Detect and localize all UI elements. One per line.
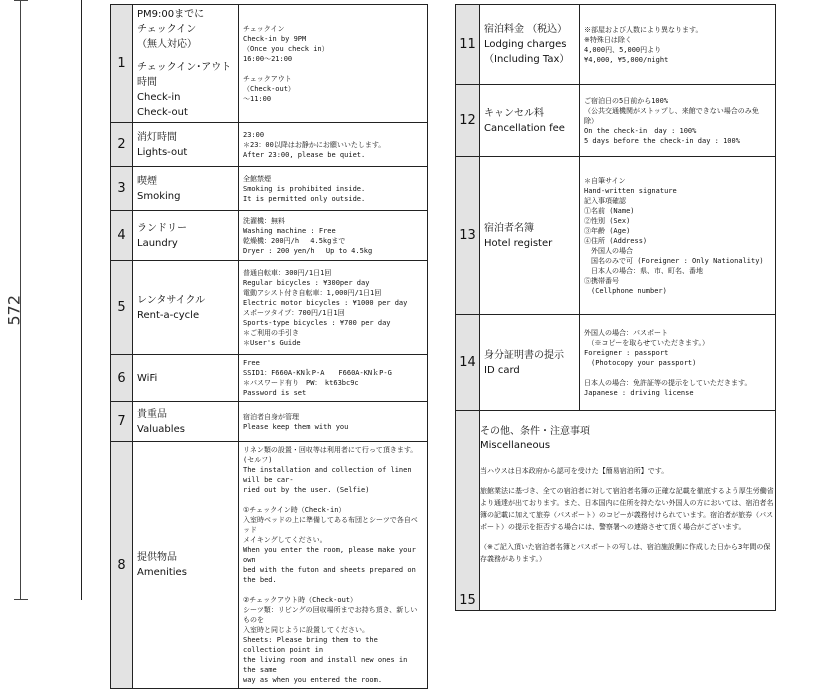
rules-table-right (455, 4, 776, 611)
label-line: ランドリー (137, 222, 187, 234)
row-label (133, 211, 239, 261)
row-label (480, 157, 580, 315)
row-number: 4 (111, 211, 133, 261)
row-number: 6 (111, 355, 133, 402)
row-number: 12 (456, 85, 480, 157)
row-content: Free SSID1：F660A-KNｋP-A F660A-KNｋP-G ＊パスワード有り PW： kt63bc9c Password is set (239, 355, 428, 402)
row-label (133, 402, 239, 442)
label-line: 貴重品 (137, 408, 167, 420)
row-content: 23:00 ＊23：00以降はお静かにお願いいたします。 After 23:00, please be quiet. (239, 123, 428, 167)
label-line: 提供物品 (137, 552, 177, 563)
row-content: 宿泊者自身が管理 Please keep them with you (239, 402, 428, 442)
row-content: 洗濯機：無料 Washing machine : Free 乾燥機：200円/h 4.5kgまで Dryer : 200 yen/h Up to 4.5kg (239, 211, 428, 261)
table-row (456, 5, 776, 85)
row-label (480, 85, 580, 157)
row-content: ※部屋および人数により異なります。 ※特殊日は除く 4,000円、5,000円より ¥4,000, ¥5,000/night (580, 5, 776, 85)
row-label (133, 167, 239, 211)
label-line: Smoking (137, 190, 181, 202)
label-line: 宿泊料金 （税込） (484, 24, 568, 35)
table-row (111, 167, 428, 211)
row-label (480, 5, 580, 85)
row-label (480, 315, 580, 411)
label-line: 喫煙 (137, 175, 157, 187)
label-line: 宿泊者名簿 (484, 222, 534, 234)
label-line: ID card (484, 364, 520, 376)
label-line: Check-out (137, 107, 188, 118)
row-content: チェックイン Check-in by 9PM （Once you check in） 16:00～21:00 チェックアウト （Check-out） ～11:00 (239, 5, 428, 123)
row-label (133, 355, 239, 402)
row-content: ご宿泊日の5日前から100% （公共交通機関がストップし、来館できない場合のみ免除） On the check-in day : 100% 5 days before the check-in day : 100% (580, 85, 776, 157)
table-row (456, 157, 776, 315)
label-line: Amenities (137, 567, 187, 578)
misc-content (480, 411, 776, 611)
label-line: Hotel register (484, 237, 553, 249)
misc-subtitle: Miscellaneous (480, 440, 551, 451)
label-line: チェックイン･アウト時間 (137, 62, 232, 88)
row-number: 3 (111, 167, 133, 211)
rules-table-left (110, 4, 428, 689)
row-number: 13 (456, 157, 480, 315)
label-line: Check-in (137, 92, 181, 103)
table-row (456, 85, 776, 157)
label-line: レンタサイクル (137, 294, 206, 306)
table-row (111, 402, 428, 442)
label-line: Valuables (137, 423, 185, 435)
misc-paragraph: 旅館業法に基づき、全ての宿泊者に対して宿泊者名簿の正確な記載を徹底するよう厚生労働省より通達が出ております。また、日本国内に住所を持たない外国人の方においては、宿泊者名簿の記載に加えて旅券（パスポート）のコピーが義務付けられています。宿泊者が旅券（パスポート）の提示を拒否する場合には、警察署への連絡させて頂く場合がございます。 (480, 487, 774, 531)
table-row (111, 442, 428, 689)
label-line: Rent-a-cycle (137, 309, 200, 321)
row-content: ＊自筆サイン Hand-written signature 記入事項確認 ①名前 (Name) ②性別 (Sex) ③年齢 (Age) ④住所 (Address) 外国人の場合 国名のみで可 (Foreigner : Only Nationality) 日本人の場合：県、市、町名、番地 ⑤携帯番号 (Cellphone number) (580, 157, 776, 315)
row-label (133, 123, 239, 167)
label-line: Lights-out (137, 146, 188, 158)
row-number: 8 (111, 442, 133, 689)
row-number: 14 (456, 315, 480, 411)
row-number: 5 (111, 261, 133, 355)
margin-tick (14, 0, 28, 1)
row-number: 15 (456, 411, 480, 611)
table-row (111, 355, 428, 402)
row-number: 7 (111, 402, 133, 442)
row-content: 全館禁煙 Smoking is prohibited inside. It is permitted only outside. (239, 167, 428, 211)
misc-title: その他、条件・注意事項 (480, 426, 590, 437)
table-row (111, 261, 428, 355)
label-line: 消灯時間 (137, 131, 177, 143)
table-row (111, 5, 428, 123)
row-label (133, 442, 239, 689)
label-line: Laundry (137, 237, 178, 249)
row-number: 1 (111, 5, 133, 123)
table-row (111, 211, 428, 261)
row-content: リネン類の設置・回収等は利用者にて行って頂きます。(セルフ) The installation and collection of linen will be car- ried out by the user. (Selfie) ①チェックイン時（Check-in） 入室時ベッドの上に準備してある布団とシーツで各自ベッド メイキングしてください。 When you enter the room, please make your own bed with the futon and sheets prepared on the bed. ②チェックアウト時（Check-out） シーツ類：リビングの回収場所までお持ち頂き、新しいものを 入室時と同じように設置してください。 Sheets: Please bring them to the collection point in the living room and install new ones in the same way as when you entered the room. (239, 442, 428, 689)
row-number: 2 (111, 123, 133, 167)
table-row (111, 123, 428, 167)
label-line: キャンセル料 (484, 107, 544, 119)
page-number: 572 (4, 294, 24, 326)
row-number: 11 (456, 5, 480, 85)
misc-paragraph: 当ハウスは日本政府から認可を受けた【簡易宿泊所】です。 (480, 467, 669, 475)
label-line: （無人対応） (137, 39, 197, 50)
table-row (456, 411, 776, 611)
label-line: 身分証明書の提示 (484, 349, 564, 361)
label-line: Lodging charges (484, 39, 567, 50)
row-label (133, 5, 239, 123)
label-line: WiFi (137, 372, 158, 384)
row-content: 普通自転車：300円/1日1回 Regular bicycles : ¥300per day 電動アシスト付き自転車：1,000円/1日1回 Electric motor bicycles : ¥1000 per day スポーツタイプ：700円/1日1回 Sports-type bicycles : ¥700 per day ＊ご利用の手引き ＊User's Guide (239, 261, 428, 355)
label-line: PM9:00までに (137, 9, 205, 20)
row-content: 外国人の場合：パスポート （※コピーを取らせていただきます。） Foreigner : passport (Photocopy your passport) 日本人の場合：免許証等の提示をしていただきます。 Japanese : driving license (580, 315, 776, 411)
label-line: Cancellation fee (484, 122, 565, 134)
row-label (133, 261, 239, 355)
label-line: （Including Tax） (484, 54, 570, 65)
label-line: チェックイン (137, 24, 197, 35)
misc-paragraph: （※ご記入頂いた宿泊者名簿とパスポートの写しは、宿泊施設側に作成した日から3年間の保存義務があります。） (480, 543, 771, 563)
table-row (456, 315, 776, 411)
